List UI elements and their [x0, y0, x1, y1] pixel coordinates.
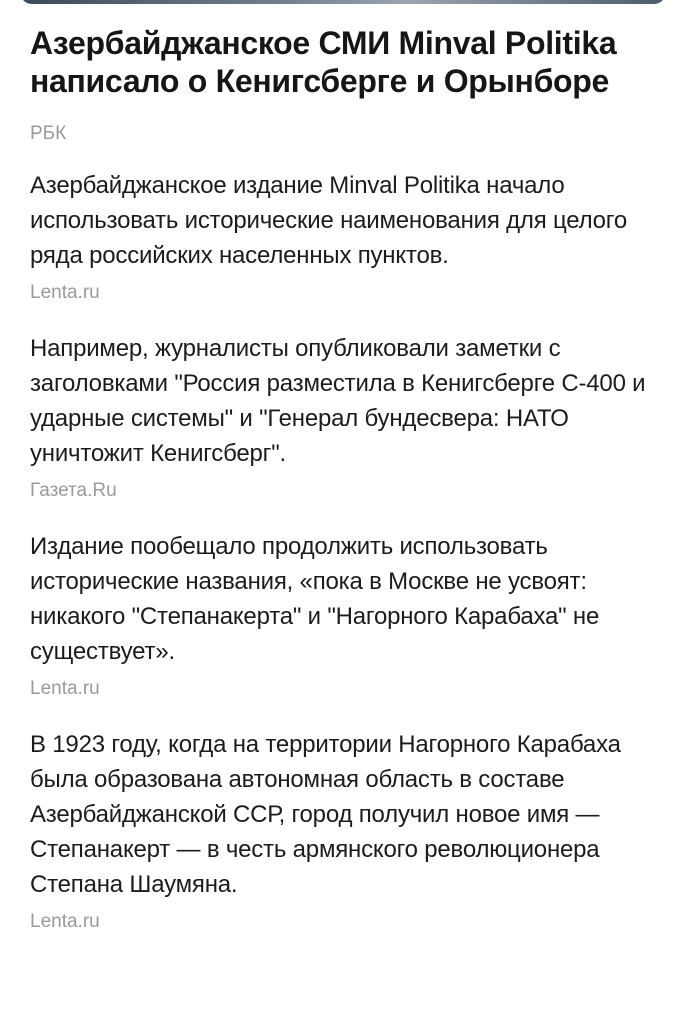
story-paragraph: Азербайджанское издание Minval Politika начало использовать исторические наименования для целого ряда российских населенных пунктов.: [30, 172, 627, 269]
story-paragraph: В 1923 году, когда на территории Нагорного Карабаха была образована автономная область в составе Азербайджанской ССР, город получил новое имя — Степанакерт — в честь армянского революционера Степана Шаумяна.: [30, 731, 621, 898]
story-source-label[interactable]: Lenta.ru: [30, 911, 100, 932]
story-block: [30, 727, 670, 934]
story-paragraph: Издание пообещало продолжить использовать исторические названия, «пока в Москве не усвоят: никакого "Степанакерта" и "Нагорного Карабаха" не существует».: [30, 533, 600, 665]
story-source-label[interactable]: Газета.Ru: [30, 480, 117, 501]
story-source-label[interactable]: Lenta.ru: [30, 678, 100, 699]
story-block: [30, 331, 670, 503]
article-headline[interactable]: Азербайджанское СМИ Minval Politika написало о Кенигсберге и Орынборе: [30, 25, 617, 99]
header-image-edge[interactable]: [20, 0, 666, 4]
story-source-label[interactable]: Lenta.ru: [30, 282, 100, 303]
headline-source-label[interactable]: РБК: [30, 123, 67, 144]
story-block: [30, 168, 670, 305]
news-article: [30, 24, 670, 934]
story-paragraph: Например, журналисты опубликовали заметки с заголовками "Россия разместила в Кенигсберге С-400 и ударные системы" и "Генерал бундесвера: НАТО уничтожит Кенигсберг".: [30, 335, 646, 467]
story-block: [30, 529, 670, 701]
